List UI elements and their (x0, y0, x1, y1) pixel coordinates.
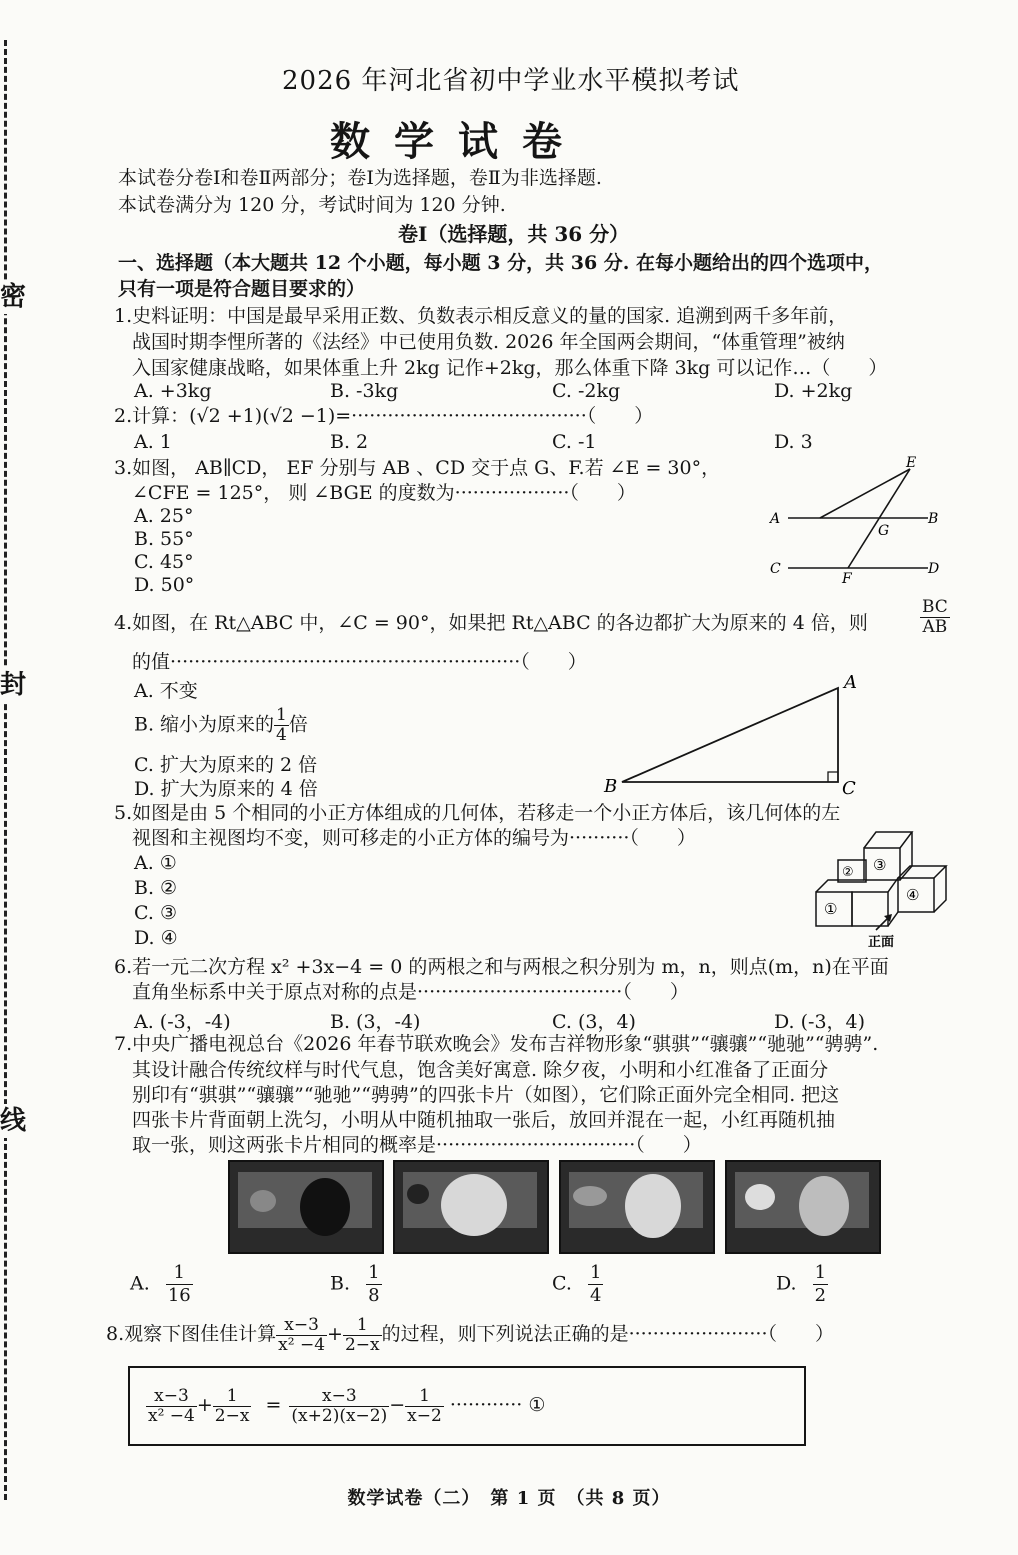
q8-work-step-1 (146, 1380, 545, 1430)
q6-option-d: D. (-3，4) (774, 1011, 866, 1033)
q8-f2-den: 2−x (344, 1334, 380, 1355)
q8-f2-num: 1 (343, 1316, 382, 1336)
seal-cut-line (4, 40, 13, 1500)
q4-frac-den: AB (922, 617, 948, 637)
q8-box-f2-num: 1 (213, 1387, 252, 1407)
q8-box-f1-den: x² −4 (148, 1405, 195, 1426)
intro-line-1: 本试卷分卷Ⅰ和卷Ⅱ两部分；卷Ⅰ为选择题，卷Ⅱ为非选择题. (118, 167, 602, 189)
q4-option-b-frac (274, 706, 289, 745)
section-heading: 卷Ⅰ（选择题，共 36 分） (398, 222, 630, 246)
q4-b-num: 1 (276, 705, 287, 725)
q8-pre: 8.观察下图佳佳计算 (106, 1323, 277, 1345)
q8-box-f2-den: 2−x (214, 1405, 250, 1426)
q6-option-c: C. (3，4) (552, 1011, 636, 1033)
q7-d-den: 2 (814, 1285, 827, 1306)
q7-option-d-frac (813, 1262, 828, 1307)
mascot-card-1 (228, 1160, 384, 1254)
q8-f1-den: x² −4 (278, 1334, 326, 1355)
q5-option-b: B. ② (134, 877, 178, 899)
q8-box-f1-num: x−3 (146, 1387, 197, 1407)
q8-work-box (128, 1366, 806, 1446)
q2-option-c: C. -1 (552, 431, 597, 453)
q8-box-plus: + (196, 1394, 213, 1416)
q2-option-d: D. 3 (774, 431, 813, 453)
q5-cube-2: ② (842, 865, 854, 880)
q3-option-b: B. 55° (134, 528, 194, 550)
q3-parallel-lines-figure (760, 455, 960, 590)
q8-box-f4-num: 1 (405, 1387, 444, 1407)
q1-line-3: 入国家健康战略，如果体重上升 2kg 记作+2kg，那么体重下降 3kg 可以记作…（ ） (132, 357, 888, 379)
q5-option-d: D. ④ (134, 927, 178, 949)
q5-option-c: C. ③ (134, 902, 177, 924)
q7-option-c (552, 1262, 603, 1307)
q7-c-den: 4 (589, 1285, 602, 1306)
q1-option-c: C. -2kg (552, 380, 621, 402)
q6-option-b: B. (3，-4) (330, 1011, 421, 1033)
q7-b-num: 1 (368, 1262, 380, 1283)
seal-char-mi: 密 (0, 282, 27, 312)
q8-post: 的过程，则下列说法正确的是·······················（ ） (381, 1323, 835, 1345)
q8-frac-1 (276, 1316, 327, 1355)
q5-option-a: A. ① (134, 852, 177, 874)
q8-box-f3-den: (x+2)(x−2) (291, 1405, 388, 1426)
q1-option-d: D. +2kg (774, 380, 853, 402)
q7-option-b-frac (366, 1262, 381, 1307)
mascot-card-3 (559, 1160, 715, 1254)
page-footer: 数学试卷（二） 第 1 页 （共 8 页） (347, 1488, 671, 1509)
q5-cubes-figure (812, 826, 952, 951)
q3-label-d: D (928, 561, 940, 577)
seal-char-feng: 封 (0, 670, 27, 700)
q4-fraction-bc-ab (920, 598, 950, 637)
q3-option-a: A. 25° (134, 505, 194, 527)
intro-line-2: 本试卷满分为 120 分，考试时间为 120 分钟. (118, 194, 506, 216)
q7-option-a (130, 1262, 193, 1307)
q4-frac-num: BC (922, 597, 948, 617)
q7-a-den: 16 (167, 1285, 191, 1306)
mascot-card-2 (393, 1160, 549, 1254)
q8-box-eq: = (265, 1394, 282, 1416)
q3-option-d: D. 50° (134, 574, 195, 596)
q7-option-b (330, 1262, 382, 1307)
q8-box-frac-4 (405, 1387, 444, 1426)
q4-right-triangle-figure (600, 668, 875, 798)
q4-label-c: C (842, 778, 856, 798)
q1-line-1: 1.史料证明：中国是最早采用正数、负数表示相反意义的量的国家. 追溯到两千多年前， (114, 305, 848, 327)
q5-line-2: 视图和主视图均不变，则可移走的小正方体的编号为··········（ ） (132, 827, 696, 849)
q3-label-g: G (878, 523, 890, 539)
q5-line-1: 5.如图是由 5 个相同的小正方体组成的几何体，若移走一个小正方体后，该几何体的左 (114, 802, 841, 824)
q3-label-c: C (770, 561, 781, 577)
q6-option-a: A. (-3，-4) (134, 1011, 231, 1033)
q7-option-a-label: A. (130, 1272, 150, 1295)
q7-b-den: 8 (368, 1285, 380, 1306)
q7-line-1: 7.中央广播电视总台《2026 年春节联欢晚会》发布吉祥物形象“骐骐”“骧骧”“驰驰”“骋骋”. (114, 1033, 879, 1055)
q5-cube-3: ③ (873, 856, 887, 874)
q8-box-frac-2 (213, 1387, 252, 1426)
q8-box-frac-1 (146, 1387, 197, 1426)
q7-option-c-frac (588, 1262, 603, 1307)
part1-instructions-1: 一、选择题（本大题共 12 个小题，每小题 3 分，共 36 分. 在每小题给出的四个选项中， (118, 252, 884, 274)
q8-line-1 (106, 1312, 834, 1356)
q8-plus: + (327, 1323, 343, 1345)
q1-option-a: A. +3kg (134, 380, 212, 402)
q5-front-label: 正面 (868, 935, 895, 950)
q7-line-4: 四张卡片背面朝上洗匀，小明从中随机抽取一张后，放回并混在一起，小红再随机抽 (132, 1109, 836, 1131)
q4-option-b-post: 倍 (288, 713, 308, 736)
q5-cube-4: ④ (906, 886, 920, 904)
q4-option-b-pre: B. 缩小为原来的 (134, 713, 275, 736)
q7-a-num: 1 (166, 1262, 193, 1285)
q7-option-d (776, 1262, 828, 1307)
q2-option-a: A. 1 (134, 431, 172, 453)
q4-option-a: A. 不变 (134, 680, 198, 702)
subject-title: 数学试卷 (330, 118, 586, 165)
mascot-card-4 (725, 1160, 881, 1254)
q4-label-b: B (604, 776, 618, 797)
q4-line-2: 的值··························································（ ） (132, 651, 587, 673)
q8-f1-num: x−3 (276, 1316, 327, 1336)
q7-line-2: 其设计融合传统纹样与时代气息，饱含美好寓意. 除夕夜，小明和小红准备了正面分 (132, 1059, 829, 1081)
q8-box-frac-3 (289, 1387, 389, 1426)
exam-title: 2026 年河北省初中学业水平模拟考试 (282, 66, 740, 96)
q8-frac-2 (343, 1316, 382, 1355)
q8-box-minus: − (389, 1394, 406, 1416)
q4-b-den: 4 (276, 725, 287, 745)
q8-box-f4-den: x−2 (407, 1405, 442, 1426)
q1-option-b: B. -3kg (330, 380, 399, 402)
q7-line-3: 别印有“骐骐”“骧骧”“驰驰”“骋骋”的四张卡片（如图），它们除正面外完全相同. 把这 (132, 1084, 840, 1106)
q4-line-1: 4.如图，在 Rt△ABC 中，∠C = 90°，如果把 Rt△ABC 的各边都扩大为原来的 4 倍，则 (114, 612, 868, 634)
q7-option-d-label: D. (776, 1272, 797, 1295)
q3-label-f: F (842, 571, 852, 587)
seal-char-xian: 线 (0, 1106, 27, 1136)
q7-d-num: 1 (814, 1262, 827, 1283)
q8-box-tail: ············ ① (449, 1394, 546, 1416)
q6-line-1: 6.若一元二次方程 x² +3x−4 = 0 的两根之和与两根之积分别为 m，n，则点(m，n)在平面 (114, 956, 889, 978)
q7-line-5: 取一张，则这两张卡片相同的概率是·································（ ） (132, 1134, 702, 1156)
q3-line-1: 3.如图， AB∥CD， EF 分别与 AB 、CD 交于点 G、F.若 ∠E = 30°， (114, 457, 721, 479)
q3-line-2: ∠CFE = 125°， 则 ∠BGE 的度数为···················（ ） (132, 482, 636, 504)
q5-cube-1: ① (824, 900, 838, 918)
q3-label-b: B (928, 511, 939, 527)
q3-label-a: A (770, 511, 781, 527)
q2-option-b: B. 2 (330, 431, 369, 453)
q3-label-e: E (906, 455, 917, 471)
q3-option-c: C. 45° (134, 551, 194, 573)
q4-option-c: C. 扩大为原来的 2 倍 (134, 754, 318, 776)
q4-option-b (134, 706, 308, 745)
q7-option-b-label: B. (330, 1272, 351, 1295)
q4-option-d: D. 扩大为原来的 4 倍 (134, 778, 318, 800)
part1-instructions-2: 只有一项是符合题目要求的） (118, 278, 366, 300)
q4-label-a: A (844, 672, 857, 693)
q7-option-a-frac (166, 1262, 193, 1307)
q7-c-num: 1 (589, 1262, 602, 1283)
q6-line-2: 直角坐标系中关于原点对称的点是··································（ ） (132, 981, 689, 1003)
q1-line-2: 战国时期李悝所著的《法经》中已使用负数. 2026 年全国两会期间，“体重管理”被纳 (132, 331, 845, 353)
q2-line-1: 2.计算：(√2 +1)(√2 −1)=·······································（ ） (114, 405, 654, 427)
q8-box-f3-num: x−3 (289, 1387, 389, 1407)
q7-option-c-label: C. (552, 1272, 572, 1295)
